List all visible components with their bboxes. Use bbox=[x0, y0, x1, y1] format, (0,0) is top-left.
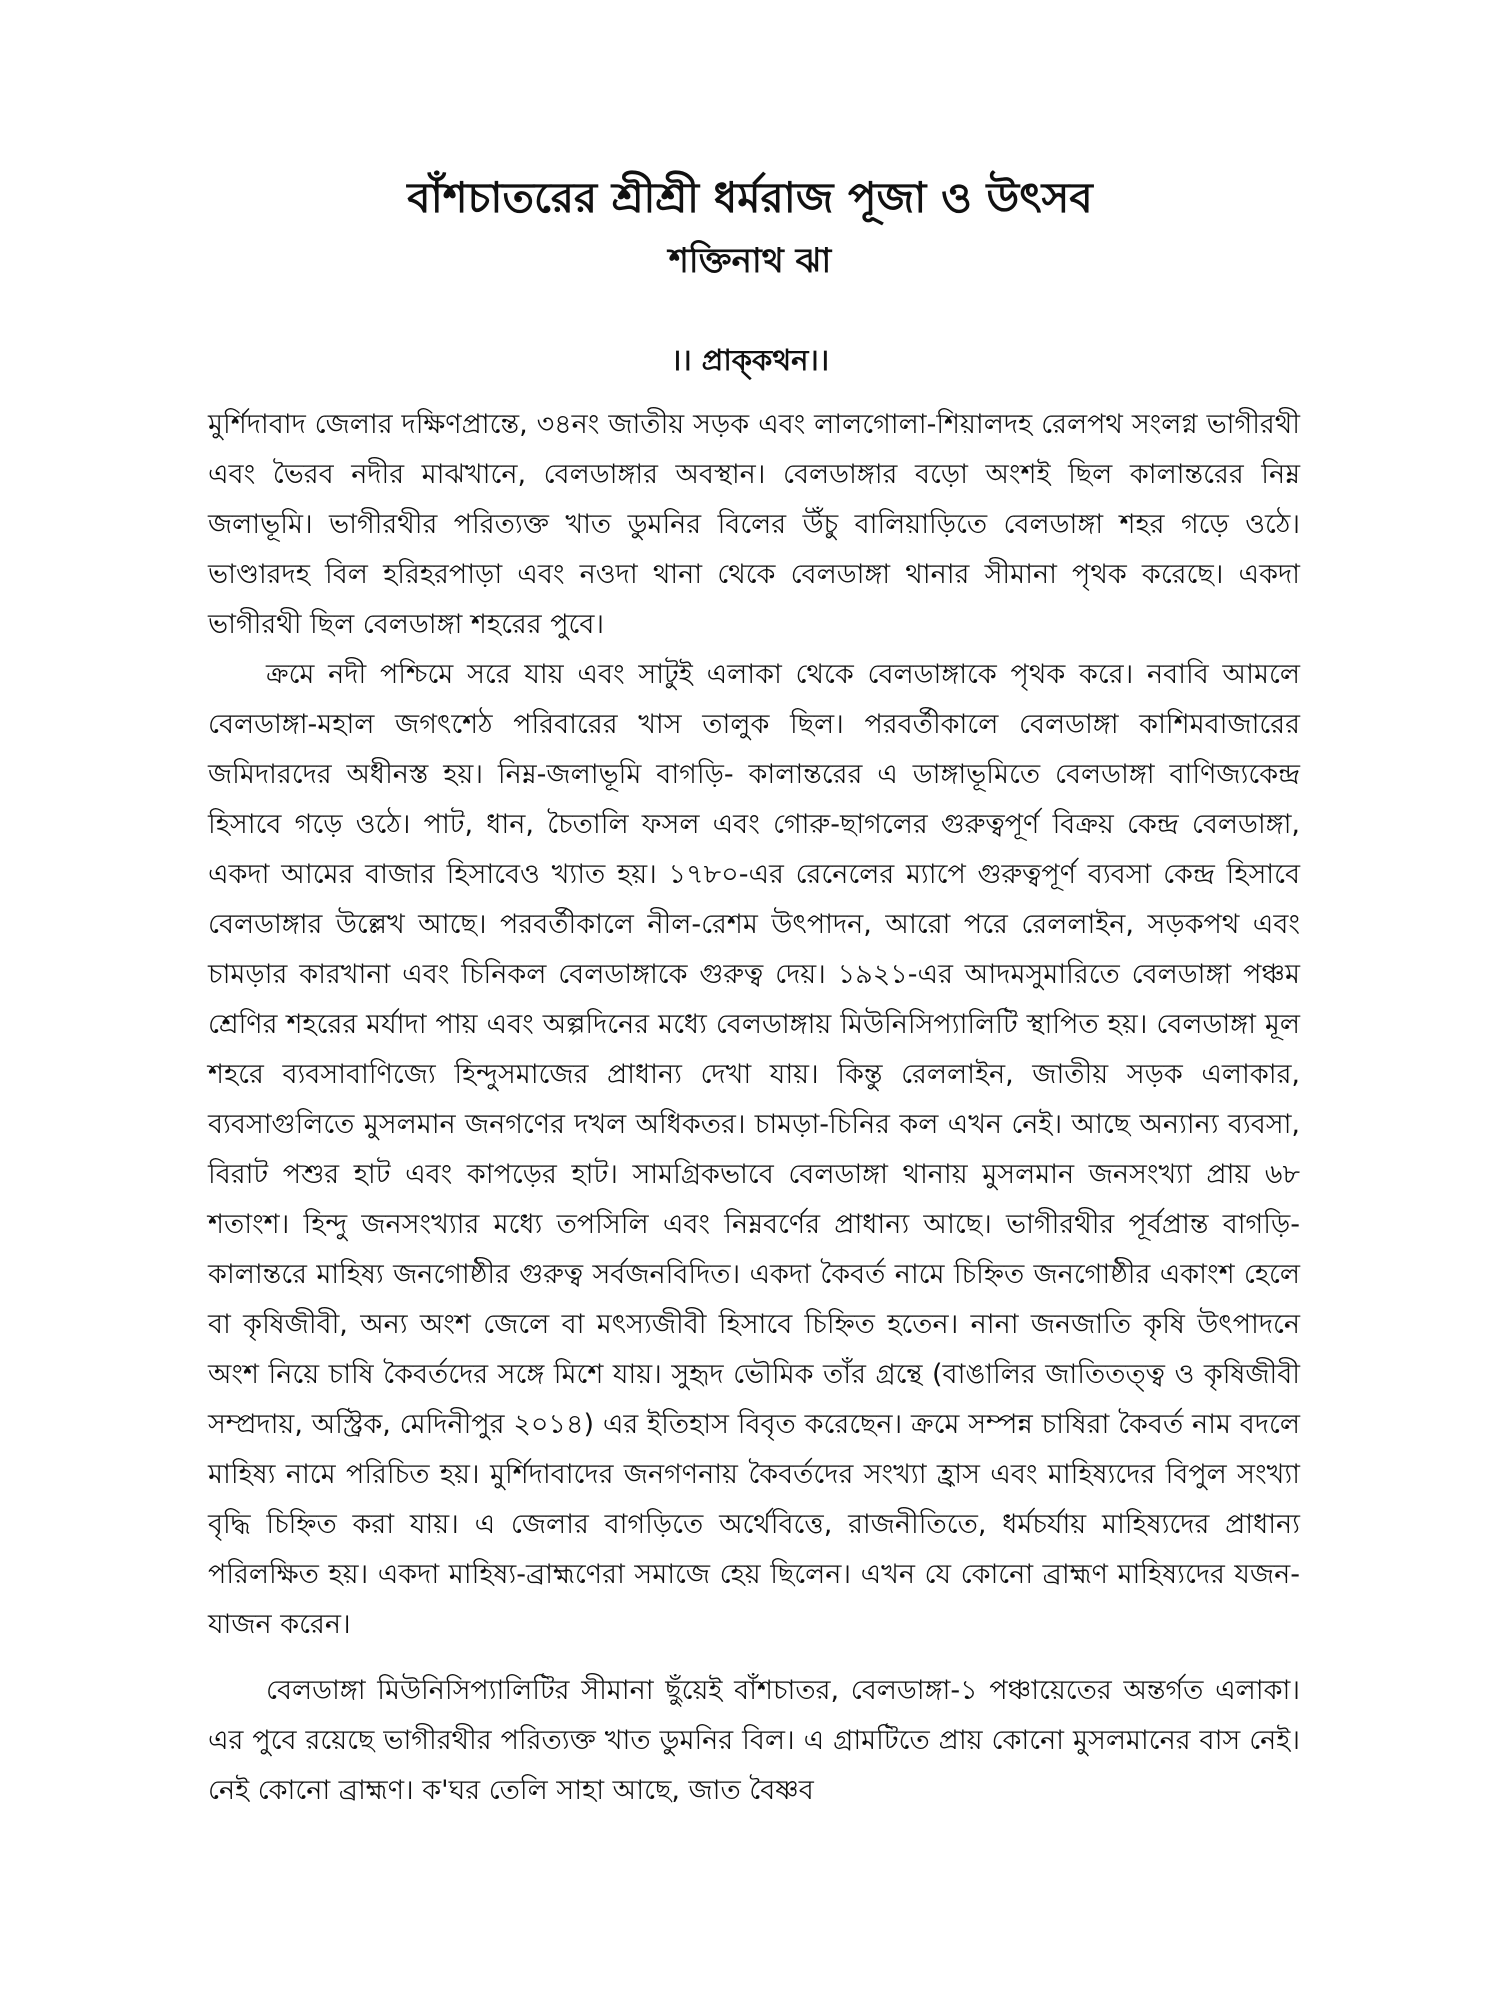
paragraph-1: মুর্শিদাবাদ জেলার দক্ষিণপ্রান্তে, ৩৪নং জাতীয় সড়ক এবং লালগোলা-শিয়ালদহ রেলপথ সংলগ্ন ভাগীরথী এবং ভৈরব নদীর মাঝখানে, বেলডাঙ্গার অবস্থান। বেলডাঙ্গার বড়ো অংশই ছিল কালান্তরের নিম্ন জলাভূমি। ভাগীরথীর পরিত্যক্ত খাত ডুমনির বিলের উঁচু বালিয়াড়িতে বেলডাঙ্গা শহর গড়ে ওঠে। ভাণ্ডারদহ বিল হরিহরপাড়া এবং নওদা থানা থেকে বেলডাঙ্গা থানার সীমানা পৃথক করেছে। একদা ভাগীরথী ছিল বেলডাঙ্গা শহরের পুবে। bbox=[208, 409, 1300, 640]
article-body bbox=[208, 400, 1300, 1816]
paragraph-3: বেলডাঙ্গা মিউনিসিপ্যালিটির সীমানা ছুঁয়েই বাঁশচাতর, বেলডাঙ্গা-১ পঞ্চায়েতের অন্তর্গত এলাকা। এর পুবে রয়েছে ভাগীরথীর পরিত্যক্ত খাত ডুমনির বিল। এ গ্রামটিতে প্রায় কোনো মুসলমানের বাস নেই। নেই কোনো ব্রাহ্মণ। ক'ঘর তেলি সাহা আছে, জাত বৈষ্ণব bbox=[208, 1675, 1300, 1806]
author-name: শক্তিনাথ ঝা bbox=[668, 241, 832, 281]
paragraph-2: ক্রমে নদী পশ্চিমে সরে যায় এবং সাটুই এলাকা থেকে বেলডাঙ্গাকে পৃথক করে। নবাবি আমলে বেলডাঙ্গা-মহাল জগৎশেঠ পরিবারের খাস তালুক ছিল। পরবর্তীকালে বেলডাঙ্গা কাশিমবাজারের জমিদারদের অধীনস্ত হয়। নিম্ন-জলাভূমি বাগড়ি- কালান্তরের এ ডাঙ্গাভূমিতে বেলডাঙ্গা বাণিজ্যকেন্দ্র হিসাবে গড়ে ওঠে। পাট, ধান, চৈতালি ফসল এবং গোরু-ছাগলের গুরুত্বপূর্ণ বিক্রয় কেন্দ্র বেলডাঙ্গা, একদা আমের বাজার হিসাবেও খ্যাত হয়। ১৭৮০-এর রেনেলের ম্যাপে গুরুত্বপূর্ণ ব্যবসা কেন্দ্র হিসাবে বেলডাঙ্গার উল্লেখ আছে। পরবর্তীকালে নীল-রেশম উৎপাদন, আরো পরে রেললাইন, সড়কপথ এবং চামড়ার কারখানা এবং চিনিকল বেলডাঙ্গাকে গুরুত্ব দেয়। ১৯২১-এর আদমসুমারিতে বেলডাঙ্গা পঞ্চম শ্রেণির শহরের মর্যাদা পায় এবং অল্পদিনের মধ্যে বেলডাঙ্গায় মিউনিসিপ্যালিটি স্থাপিত হয়। বেলডাঙ্গা মূল শহরে ব্যবসাবাণিজ্যে হিন্দুসমাজের প্রাধান্য দেখা যায়। কিন্তু রেললাইন, জাতীয় সড়ক এলাকার, ব্যবসাগুলিতে মুসলমান জনগণের দখল অধিকতর। চামড়া-চিনির কল এখন নেই। আছে অন্যান্য ব্যবসা, বিরাট পশুর হাট এবং কাপড়ের হাট। সামগ্রিকভাবে বেলডাঙ্গা থানায় মুসলমান জনসংখ্যা প্রায় ৬৮ শতাংশ। হিন্দু জনসংখ্যার মধ্যে তপসিলি এবং নিম্নবর্ণের প্রাধান্য আছে। ভাগীরথীর পূর্বপ্রান্ত বাগড়ি-কালান্তরে মাহিষ্য জনগোষ্ঠীর গুরুত্ব সর্বজনবিদিত। একদা কৈবর্ত নামে চিহ্নিত জনগোষ্ঠীর একাংশ হেলে বা কৃষিজীবী, অন্য অংশ জেলে বা মৎস্যজীবী হিসাবে চিহ্নিত হতেন। নানা জনজাতি কৃষি উৎপাদনে অংশ নিয়ে চাষি কৈবর্তদের সঙ্গে মিশে যায়। সুহৃদ ভৌমিক তাঁর গ্রন্থে (বাঙালির জাতিতত্ত্ব ও কৃষিজীবী সম্প্রদায়, অস্ট্রিক, মেদিনীপুর ২০১৪) এর ইতিহাস বিবৃত করেছেন। ক্রমে সম্পন্ন চাষিরা কৈবর্ত নাম বদলে মাহিষ্য নামে পরিচিত হয়। মুর্শিদাবাদের জনগণনায় কৈবর্তদের সংখ্যা হ্রাস এবং মাহিষ্যদের বিপুল সংখ্যা বৃদ্ধি চিহ্নিত করা যায়। এ জেলার বাগড়িতে অর্থেবিত্তে, রাজনীতিতে, ধর্মচর্যায় মাহিষ্যদের প্রাধান্য পরিলক্ষিত হয়। একদা মাহিষ্য-ব্রাহ্মণেরা সমাজে হেয় ছিলেন। এখন যে কোনো ব্রাহ্মণ মাহিষ্যদের যজন-যাজন করেন। bbox=[208, 659, 1300, 1640]
section-heading: ।। প্রাক্‌কথন।। bbox=[670, 343, 830, 377]
article-title: বাঁশচাতরের শ্রীশ্রী ধর্মরাজ পূজা ও উৎসব bbox=[407, 173, 1093, 222]
